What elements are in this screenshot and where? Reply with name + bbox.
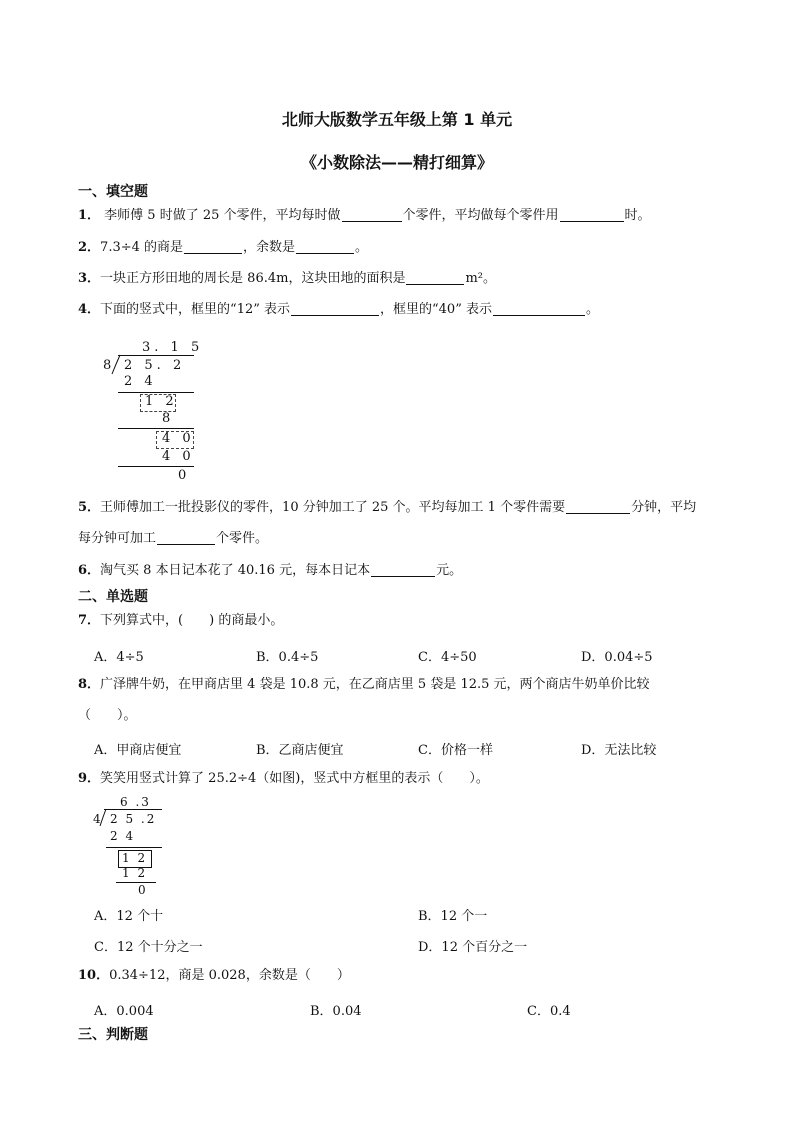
answer-blank[interactable] bbox=[406, 270, 464, 285]
partial-product: 8 bbox=[162, 411, 175, 426]
question-text: 广泽牌牛奶，在甲商店里 4 袋是 10.8 元，在乙商店里 5 袋是 12.5 元，两个商店牛奶单价比较 bbox=[100, 677, 650, 692]
divisor: 4 bbox=[93, 812, 105, 826]
remainder-40: 4 0 bbox=[162, 431, 195, 446]
question-text: ，框里的“40” 表示 bbox=[380, 302, 492, 317]
question-number: 8． bbox=[78, 677, 101, 692]
question-text: 淘气买 8 本日记本花了 40.16 元，每本日记本 bbox=[100, 563, 371, 578]
question-number: 7． bbox=[78, 613, 101, 628]
question-5 bbox=[78, 499, 696, 517]
subtraction-line bbox=[118, 392, 194, 393]
answer-blank[interactable] bbox=[560, 207, 624, 222]
option-a[interactable]: A．4÷5 bbox=[94, 650, 144, 665]
question-1 bbox=[78, 207, 651, 225]
option-b[interactable]: B．0.4÷5 bbox=[256, 650, 319, 665]
partial-product: 4 0 bbox=[162, 449, 195, 464]
question-8-continued: （ ）。 bbox=[78, 708, 137, 723]
dividend: 2 5. 2 bbox=[124, 358, 186, 373]
question-text: 个零件。 bbox=[216, 531, 269, 546]
question-text: 笑笑用竖式计算了 25.2÷4（如图)，竖式中方框里的表示（ ）。 bbox=[100, 771, 489, 786]
option-b[interactable]: B．0.04 bbox=[310, 1004, 362, 1019]
option-b[interactable]: B．乙商店便宜 bbox=[256, 743, 344, 758]
question-7 bbox=[78, 612, 283, 630]
subtraction-line bbox=[106, 847, 162, 848]
quotient: 6 .3 bbox=[120, 795, 151, 809]
question-text: 7.3÷4 的商是 bbox=[100, 240, 184, 255]
partial-product: 2 4 bbox=[110, 829, 136, 843]
question-6 bbox=[78, 562, 462, 580]
subtraction-line bbox=[118, 466, 194, 467]
question-text: 一块正方形田地的周长是 86.4m，这块田地的面积是 bbox=[100, 271, 406, 286]
section-fill-in: 一、填空题 bbox=[78, 184, 148, 200]
question-10 bbox=[78, 967, 350, 985]
question-text: 每分钟可加工 bbox=[78, 531, 157, 546]
question-9 bbox=[78, 770, 489, 788]
answer-blank[interactable] bbox=[371, 562, 435, 577]
question-text: 。 bbox=[585, 302, 599, 317]
question-number: 6． bbox=[78, 563, 101, 578]
divisor: 8 bbox=[103, 358, 116, 373]
question-text: 。 bbox=[355, 240, 369, 255]
question-text: 元。 bbox=[436, 563, 463, 578]
question-text: 李师傅 5 时做了 25 个零件，平均每时做 bbox=[100, 208, 341, 223]
option-c[interactable]: C．价格一样 bbox=[418, 743, 493, 758]
question-text: 下面的竖式中，框里的“12” 表示 bbox=[100, 302, 291, 317]
partial-product: 2 4 bbox=[124, 374, 157, 389]
question-8 bbox=[78, 676, 650, 694]
answer-blank[interactable] bbox=[184, 239, 242, 254]
subtraction-line bbox=[116, 882, 156, 883]
option-d[interactable]: D．0.04÷5 bbox=[581, 650, 653, 665]
answer-blank[interactable] bbox=[342, 207, 402, 222]
question-5-continued bbox=[78, 530, 268, 548]
partial-product: 1 2 bbox=[122, 866, 148, 880]
question-text: 个零件，平均做每个零件用 bbox=[402, 208, 559, 223]
question-2 bbox=[78, 239, 368, 257]
answer-blank[interactable] bbox=[493, 301, 585, 316]
division-bracket bbox=[98, 808, 108, 828]
question-text: 王师傅加工一批投影仪的零件，10 分钟加工了 25 个。平均每加工 1 个零件需要 bbox=[100, 500, 566, 515]
question-number: 5． bbox=[78, 500, 101, 515]
question-number: 4． bbox=[78, 302, 101, 317]
dividend: 2 5 .2 bbox=[110, 812, 157, 826]
answer-blank[interactable] bbox=[566, 499, 630, 514]
question-number: 3． bbox=[78, 271, 101, 286]
option-d[interactable]: D．12 个百分之一 bbox=[418, 940, 528, 955]
section-single-choice: 二、单选题 bbox=[78, 589, 148, 605]
question-text: 0.34÷12，商是 0.028，余数是（ ） bbox=[109, 968, 350, 983]
final-remainder: 0 bbox=[138, 883, 150, 897]
question-text: 下列算式中，( ) 的商最小。 bbox=[100, 613, 284, 628]
final-remainder: 0 bbox=[178, 468, 191, 483]
division-bar bbox=[118, 355, 194, 356]
option-a[interactable]: A．甲商店便宜 bbox=[94, 743, 182, 758]
question-3 bbox=[78, 270, 496, 288]
question-text: ，余数是 bbox=[243, 240, 296, 255]
question-text: m²。 bbox=[465, 271, 496, 286]
option-d[interactable]: D．无法比较 bbox=[581, 743, 657, 758]
page-subtitle: 《小数除法——精打细算》 bbox=[300, 153, 493, 172]
question-text: 时。 bbox=[624, 208, 651, 223]
question-number: 10． bbox=[78, 968, 110, 983]
question-number: 2． bbox=[78, 240, 101, 255]
remainder-12: 1 2 bbox=[122, 851, 148, 865]
division-bracket bbox=[110, 354, 122, 376]
division-bar bbox=[104, 809, 162, 810]
option-a[interactable]: A．0.004 bbox=[94, 1004, 154, 1019]
question-text: 分钟，平均 bbox=[631, 500, 697, 515]
answer-blank[interactable] bbox=[291, 301, 379, 316]
question-number: 1． bbox=[78, 208, 101, 223]
quotient: 3. 1 5 bbox=[142, 340, 204, 355]
section-true-false: 三、判断题 bbox=[78, 1027, 148, 1043]
answer-blank[interactable] bbox=[157, 530, 215, 545]
answer-blank[interactable] bbox=[296, 239, 354, 254]
option-c[interactable]: C．12 个十分之一 bbox=[94, 940, 203, 955]
subtraction-line bbox=[118, 428, 194, 429]
option-a[interactable]: A．12 个十 bbox=[94, 909, 164, 924]
question-4 bbox=[78, 301, 599, 319]
option-b[interactable]: B．12 个一 bbox=[418, 909, 488, 924]
remainder-12: 1 2 bbox=[145, 394, 178, 409]
page-title: 北师大版数学五年级上第 1 单元 bbox=[281, 110, 513, 129]
option-c[interactable]: C．4÷50 bbox=[418, 650, 477, 665]
question-number: 9． bbox=[78, 771, 101, 786]
option-c[interactable]: C．0.4 bbox=[527, 1004, 571, 1019]
